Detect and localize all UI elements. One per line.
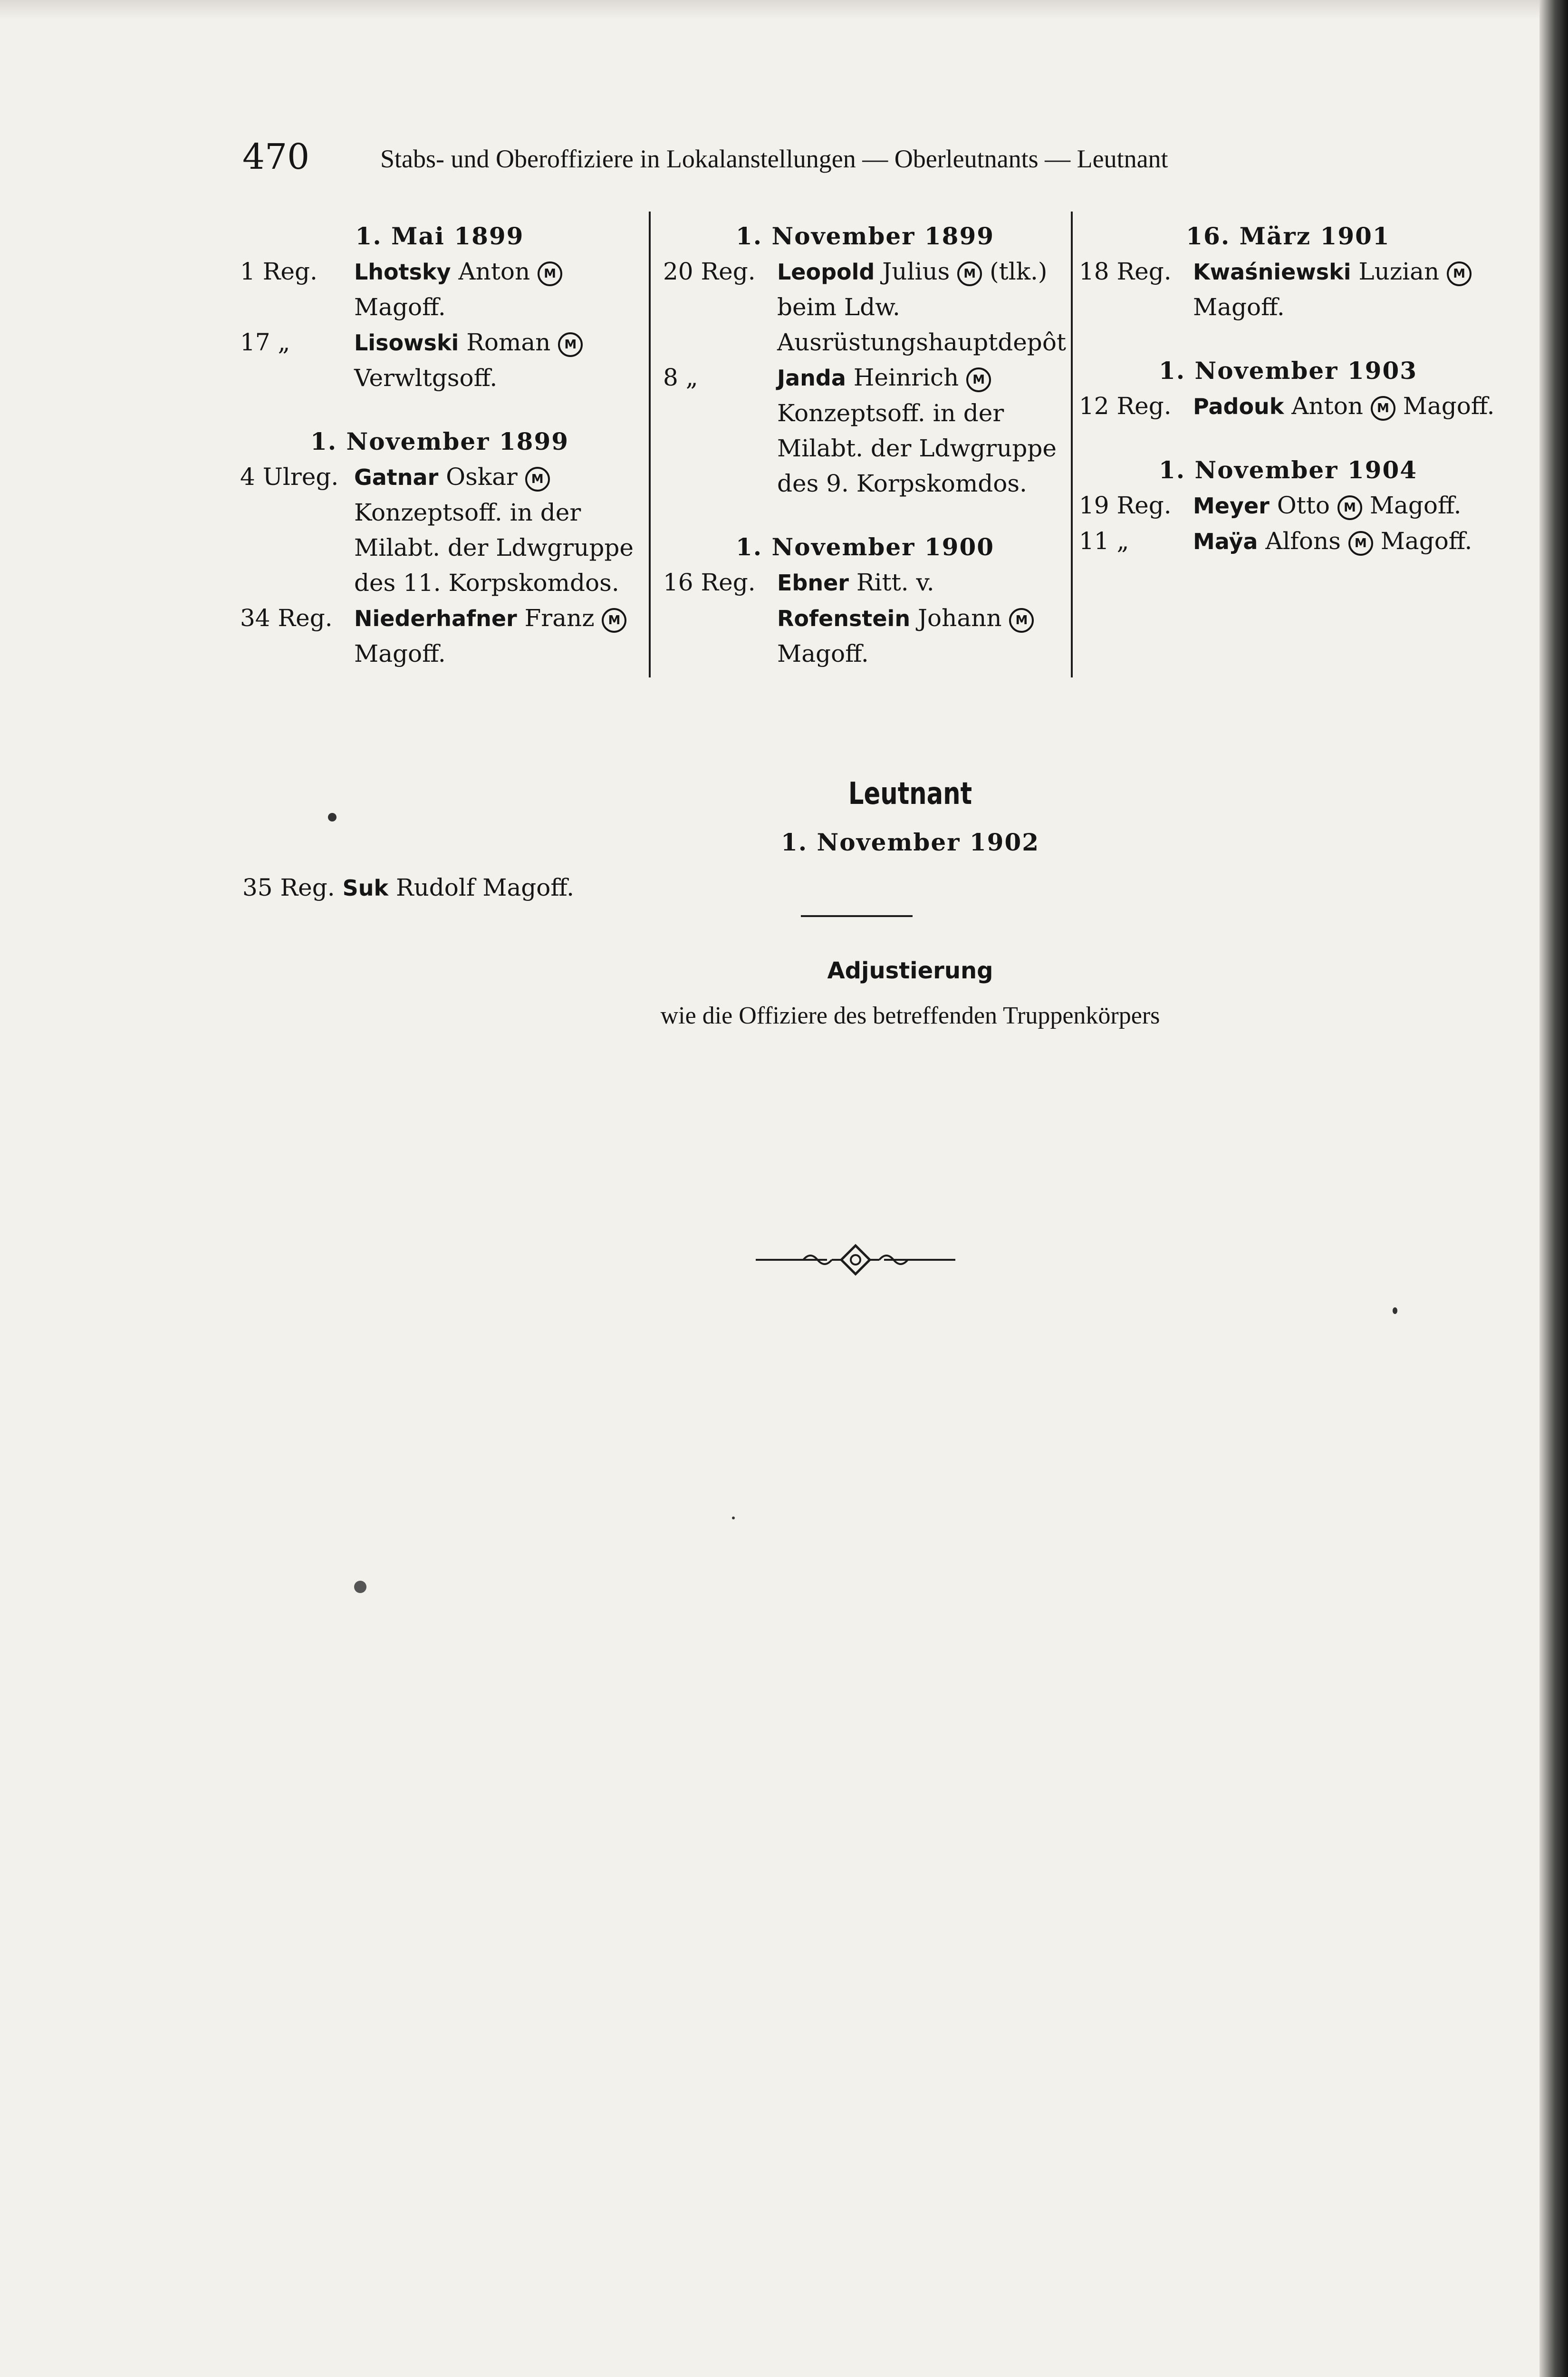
group-date: 1. Mai 1899 xyxy=(355,222,524,250)
running-head: Stabs- und Oberoffiziere in Lokalanstellungen — Oberleutnants — Leutnant xyxy=(380,145,1168,173)
officer-firstname: Franz xyxy=(517,604,602,632)
adjustierung-text: wie die Offiziere des betreffenden Truppenkörpers xyxy=(660,1002,1160,1029)
list-item xyxy=(240,600,639,671)
officer-role: Verwltgsoff. xyxy=(354,364,498,392)
list-item xyxy=(663,254,1067,360)
regiment-label: 19 Reg. xyxy=(1079,492,1172,519)
officer-role: Magoff. xyxy=(1362,492,1462,519)
group-3-2 xyxy=(1079,353,1497,424)
officer-name: Suk xyxy=(342,875,389,901)
list-item xyxy=(242,870,670,906)
circled-m-icon: M xyxy=(602,608,626,633)
list-item xyxy=(240,254,639,325)
group-3-3 xyxy=(1079,453,1497,559)
column-2 xyxy=(663,219,1067,675)
circled-m-icon: M xyxy=(1009,608,1034,633)
officer-firstname: Roman xyxy=(459,329,558,356)
officer-role: (tlk.) beim Ldw. Ausrüstungshauptdepôt xyxy=(777,258,1067,356)
scan-speck xyxy=(354,1581,366,1593)
regiment-label: 34 Reg. xyxy=(240,604,333,632)
regiment-label: 20 Reg. xyxy=(663,258,756,285)
circled-m-icon: M xyxy=(1337,495,1362,520)
regiment-label: 1 Reg. xyxy=(240,258,317,285)
regiment-label: 18 Reg. xyxy=(1079,258,1172,285)
officer-name: Janda xyxy=(777,365,846,391)
group-2-1 xyxy=(663,219,1067,501)
officer-role: Magoff. xyxy=(354,640,446,667)
group-1-2 xyxy=(240,424,639,671)
scan-speck xyxy=(732,1517,735,1519)
section-title-leutnant: Leutnant xyxy=(848,776,972,812)
section-divider xyxy=(801,915,913,917)
officer-name: Kwaśniewski xyxy=(1193,259,1351,285)
officer-firstname: Alfons xyxy=(1258,527,1348,555)
circled-m-icon: M xyxy=(1348,531,1373,556)
officer-name: Meyer xyxy=(1193,493,1270,519)
ornament-divider-icon xyxy=(756,1241,955,1279)
officer-role: Magoff. xyxy=(1193,293,1285,321)
page-shadow-right xyxy=(1539,0,1568,2377)
regiment-label: 12 Reg. xyxy=(1079,392,1172,420)
officer-role: Magoff. xyxy=(1395,392,1495,420)
officer-name: Maÿa xyxy=(1193,529,1258,554)
list-item xyxy=(1079,388,1497,424)
adjustierung-title: Adjustierung xyxy=(827,957,993,984)
officer-role: Konzeptsoff. in der Milabt. der Ldwgruppe des 11. Korpskomdos. xyxy=(354,499,634,597)
scan-speck xyxy=(1393,1307,1397,1314)
page-header xyxy=(242,133,1331,185)
column-3 xyxy=(1079,219,1497,675)
scan-speck xyxy=(328,813,337,821)
circled-m-icon: M xyxy=(1371,396,1395,421)
group-date: 1. November 1899 xyxy=(735,222,995,250)
list-item xyxy=(240,459,639,600)
regiment-label: 4 Ulreg. xyxy=(240,463,339,491)
list-item xyxy=(663,565,1067,671)
circled-m-icon: M xyxy=(1447,261,1472,286)
officer-firstname: Anton xyxy=(451,258,538,285)
page-number: 470 xyxy=(242,136,310,177)
group-date: 16. März 1901 xyxy=(1186,222,1390,250)
officer-role: Magoff. xyxy=(1373,527,1472,555)
circled-m-icon: M xyxy=(525,467,550,492)
group-date: 1. November 1900 xyxy=(735,533,995,561)
officer-name: Niederhafner xyxy=(354,606,517,631)
column-divider-2 xyxy=(1071,212,1073,677)
list-item xyxy=(1079,488,1497,523)
list-item xyxy=(1079,523,1497,559)
regiment-label: 35 Reg. xyxy=(242,874,335,901)
regiment-label: 8 „ xyxy=(663,364,698,391)
list-item xyxy=(663,360,1067,501)
column-divider-1 xyxy=(649,212,651,677)
page-shadow-top xyxy=(0,0,1568,19)
officer-firstname: Luzian xyxy=(1351,258,1447,285)
officer-role: Magoff. xyxy=(354,293,446,321)
regiment-label: 11 „ xyxy=(1079,527,1129,555)
officer-name: Lhotsky xyxy=(354,259,451,285)
circled-m-icon: M xyxy=(966,367,991,392)
officer-name: Padouk xyxy=(1193,394,1284,419)
circled-m-icon: M xyxy=(538,261,562,286)
regiment-label: 16 Reg. xyxy=(663,569,756,596)
group-date: 1. November 1904 xyxy=(1158,456,1418,484)
officer-name: Gatnar xyxy=(354,464,439,490)
officer-firstname: Oskar xyxy=(438,463,525,491)
officer-firstname: Julius xyxy=(875,258,958,285)
officer-name: Ebner xyxy=(777,570,849,596)
officer-name: Leopold xyxy=(777,259,875,285)
officer-name-part: Rofenstein xyxy=(777,606,911,631)
section-date: 1. November 1902 xyxy=(780,828,1040,856)
list-item xyxy=(1079,254,1497,325)
circled-m-icon: M xyxy=(957,261,982,286)
group-date: 1. November 1903 xyxy=(1158,357,1418,385)
group-1-1 xyxy=(240,219,639,396)
officer-firstname: Anton xyxy=(1284,392,1371,420)
officer-firstname: Heinrich xyxy=(846,364,967,391)
group-2-2 xyxy=(663,530,1067,671)
group-date: 1. November 1899 xyxy=(310,427,569,455)
column-1 xyxy=(240,219,639,675)
officer-role: Magoff. xyxy=(777,640,869,667)
group-3-1 xyxy=(1079,219,1497,325)
officer-role: Konzeptsoff. in der Milabt. der Ldwgruppe des 9. Korpskomdos. xyxy=(777,399,1057,497)
circled-m-icon: M xyxy=(558,332,583,357)
officer-name: Lisowski xyxy=(354,330,459,356)
officer-title: Ritt. v. xyxy=(848,569,934,596)
officer-firstname: Johann xyxy=(910,604,1010,632)
list-item xyxy=(240,325,639,396)
regiment-label: 17 „ xyxy=(240,329,290,356)
officer-firstname: Otto xyxy=(1269,492,1337,519)
officer-role: Rudolf Magoff. xyxy=(388,874,575,901)
